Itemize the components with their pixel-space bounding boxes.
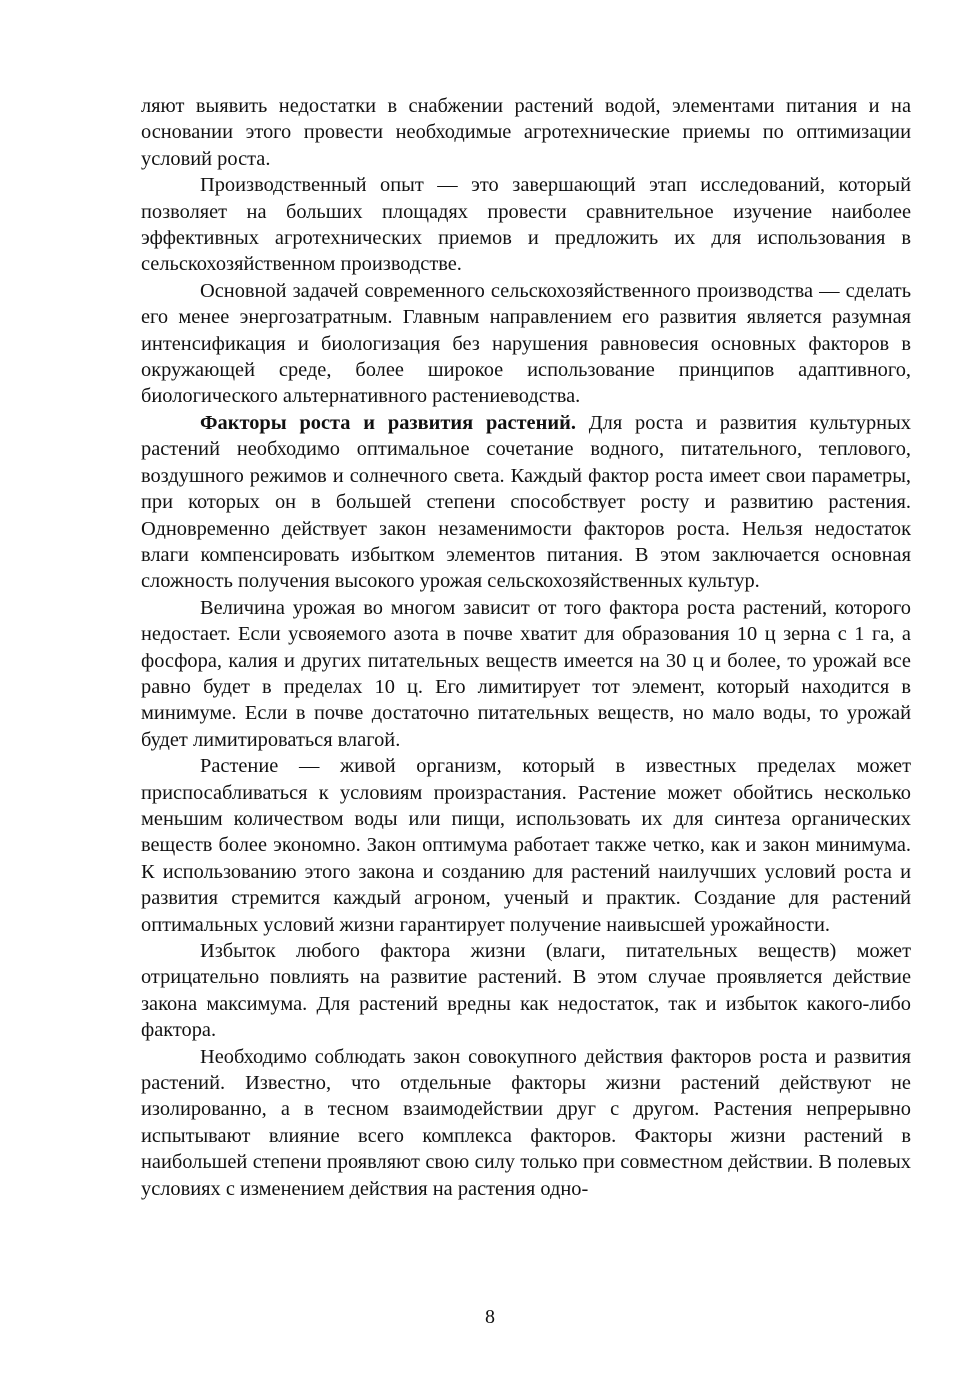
paragraph-1	[141, 93, 911, 172]
section-heading: Факторы роста и развития растений.	[200, 411, 576, 434]
paragraph-5-text: Величина урожая во многом зависит от того фактора роста растений, которого недостает. Если усвояемого азота в почве хватит для образования 10 ц зерна с 1 га, а фосфора, калия и других питательных веществ имеется на 30 ц и более, то урожай все равно будет в пределах 10 ц. Его лимитирует тот элемент, который находится в минимуме. Если в почве достаточно питательных веществ, но мало воды, то урожай будет лимитироваться влагой.	[141, 596, 911, 751]
paragraph-1-text: ляют выявить недостатки в снабжении растений водой, элементами питания и на основании этого провести необходимые агротехнические приемы по оптимизации условий роста.	[141, 95, 911, 170]
paragraph-5	[141, 595, 911, 753]
paragraph-7-text: Избыток любого фактора жизни (влаги, питательных веществ) может отрицательно повлиять на развитие растений. В этом случае проявляется действие закона максимума. Для растений вредны как недостаток, так и избыток какого-либо фактора.	[141, 940, 911, 1042]
paragraph-6	[141, 753, 911, 938]
paragraph-6-text: Растение — живой организм, который в известных пределах может приспосабливаться к условиям произрастания. Растение может обойтись несколько меньшим количеством воды или пищи, использовать их для синтеза органических веществ более экономно. Закон оптимума работает также четко, как и закон минимума. К использованию этого закона и созданию для растений наилучших условий роста и развития стремится каждый агроном, ученый и практик. Создание для растений оптимальных условий жизни гарантирует получение наивысшей урожайности.	[141, 755, 911, 936]
paragraph-3	[141, 278, 911, 410]
paragraph-4-text: Для роста и развития культурных растений необходимо оптимальное сочетание водного, питательного, теплового, воздушного режимов и солнечного света. Каждый фактор роста имеет свои параметры, при которых он в большей степени способствует росту и развитию растения. Одновременно действует закон незаменимости факторов роста. Нельзя недостаток влаги компенсировать избытком элементов питания. В этом заключается основная сложность получения высокого урожая сельскохозяйственных культур.	[141, 411, 911, 593]
paragraph-8-text: Необходимо соблюдать закон совокупного действия факторов роста и развития растений. Известно, что отдельные факторы жизни растений действуют не изолированно, а в тесном взаимодействии друг с другом. Растения непрерывно испытывают влияние всего комплекса факторов. Факторы жизни растений в наибольшей степени проявляют свою силу только при совместном действии. В полевых условиях с изменением действия на растения одно-	[141, 1045, 911, 1200]
paragraph-7	[141, 938, 911, 1044]
page-body	[141, 93, 911, 1202]
paragraph-3-text: Основной задачей современного сельскохозяйственного производства — сделать его менее энергозатратным. Главным направлением его развития является разумная интенсификация и биологизация без нарушения равновесия основных факторов в окружающей среде, более широкое использование принципов адаптивного, биологического альтернативного растениеводства.	[141, 279, 911, 408]
paragraph-2-text: Производственный опыт — это завершающий этап исследований, который позволяет на больших площадях провести сравнительное изучение наиболее эффективных агротехнических приемов и предложить их для использования в сельскохозяйственном производстве.	[141, 174, 911, 276]
paragraph-4	[141, 410, 911, 595]
paragraph-2	[141, 172, 911, 278]
paragraph-8	[141, 1044, 911, 1202]
page-number: 8	[485, 1306, 495, 1328]
